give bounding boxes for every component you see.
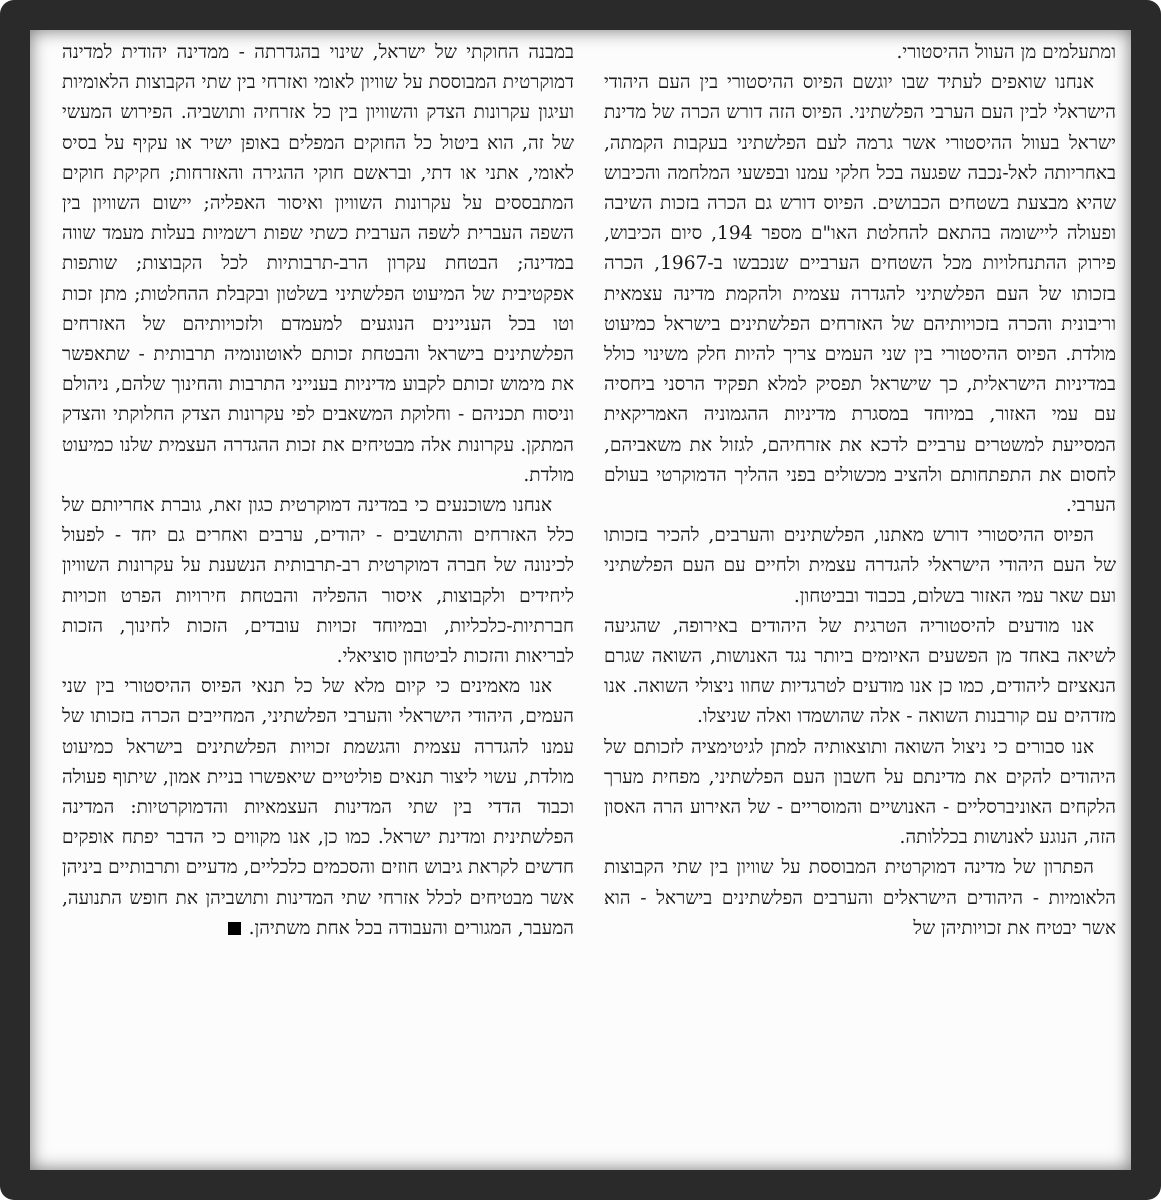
paragraph: הפתרון של מדינה דמוקרטית המבוססת על שוויון בין שתי הקבוצות הלאומיות - היהודים הישראלים והערבים הפלשתינים בישראל - הוא אשר יבטיח את זכויותיהן של — [604, 857, 1116, 939]
paragraph-text: אנו מאמינים כי קיום מלא של כל תנאי הפיוס ההיסטורי בין שני העמים, היהודי הישראלי והערבי הפלשתיני, המחייבים הכרה בזכותו של עמנו להגדרה עצמית והגשמת זכויות הפלשתינים בישראל כמיעוט מולדת, עשוי ליצור תנאים פוליטיים שיאפשרו בניית אמון, שיתוף פעולה וכבוד הדדי בין שתי המדינות העצמאיות והדמוקרטיות: המדינה הפלשתינית ומדינת ישראל. כמו כן, אנו מקווים כי הדבר יפתח אופקים חדשים לקראת גיבוש חוזים והסכמים כלכליים, מדעיים ותרבותיים ביניהן אשר מבטיחים לכלל אזרחי שתי המדינות ותושביהן את חופש התנועה, המעבר, המגורים והעבודה בכל אחת משתיהן. — [62, 676, 574, 939]
paragraph — [62, 672, 574, 944]
paragraph: במבנה החוקתי של ישראל, שינוי בהגדרתה - ממדינה יהודית למדינה דמוקרטית המבוססת על שוויון לאומי ואזרחי בין שתי הקבוצות הלאומיות ועיגון עקרונות הצדק והשוויון בין כל אזרחיה ותושביה. הפירוש המעשי של זה, הוא ביטול כל החוקים המפלים באופן ישיר או עקיף על בסיס לאומי, אתני או דתי, ובראשם חוקי ההגירה והאזרחות; חקיקת חוקים המתבססים על עקרונות השוויון ואיסור האפליה; יישום השוויון בין השפה העברית לשפה הערבית כשתי שפות רשמיות בעלות מעמד שווה במדינה; הבטחת עקרון הרב-תרבותיות לכל הקבוצות; שותפות אפקטיבית של המיעוט הפלשתיני בשלטון ובקבלת ההחלטות; מתן זכות וטו בכל העניינים הנוגעים למעמדם ולזכויותיהם של האזרחים הפלשתינים בישראל והבטחת זכותם לאוטונומיה תרבותית - שתאפשר את מימוש זכותם לקבוע מדיניות בענייני התרבות והחינוך שלהם, ניהולם וניסוח תכניהם - וחלוקת המשאבים לפי עקרונות הצדק החלוקתי והצדק המתקן. עקרונות אלה מבטיחים את זכות ההגדרה העצמית שלנו כמיעוט מולדת. — [62, 42, 574, 486]
document-page — [62, 38, 1116, 1160]
paragraph: ומתעלמים מן העוול ההיסטורי. — [896, 42, 1116, 63]
paragraph: אנו מודעים להיסטוריה הטרגית של היהודים באירופה, שהגיעה לשיאה באחד מן הפשעים האיומים ביותר נגד האנושות, השואה שגרם הנאציזם ליהודים, כמו כן אנו מודעים לטרגדיות שחוו ניצולי השואה. אנו מזדהים עם קורבנות השואה - אלה שהושמדו ואלה שניצלו. — [604, 615, 1116, 728]
paragraph: הפיוס ההיסטורי דורש מאתנו, הפלשתינים והערבים, להכיר בזכותו של העם היהודי הישראלי להגדרה עצמית ולחיים עם העם הפלשתיני ועם שאר עמי האזור בשלום, בכבוד ובביטחון. — [604, 525, 1116, 607]
paragraph: אנו סבורים כי ניצול השואה ותוצאותיה למתן לגיטימציה לזכותם של היהודים להקים את מדינתם על חשבון העם הפלשתיני, מפחית מערך הלקחים האוניברסליים - האנושיים והמוסריים - של האירוע הרה האסון הזה, הנוגע לאנושות בכללותה. — [604, 736, 1116, 849]
right-column — [604, 38, 1116, 1160]
paragraph: אנחנו שואפים לעתיד שבו יוגשם הפיוס ההיסטורי בין העם היהודי הישראלי לבין העם הערבי הפלשתיני. הפיוס הזה דורש הכרה של מדינת ישראל בעוול ההיסטורי אשר גרמה לעם הפלשתיני בעקבות הקמתה, באחריותה לאל-נכבה שפגעה בכל חלקי עמנו ובפשעי המלחמה והכיבוש שהיא מבצעת בשטחים הכבושים. הפיוס דורש גם הכרה בזכות השיבה ופעולה ליישומה בהתאם להחלטת האו"ם מספר 194, סיום הכיבוש, פירוק ההתנחלויות מכל השטחים הערביים שנכבשו ב-1967, הכרה בזכותו של העם הפלשתיני להגדרה עצמית ולהקמת מדינה עצמאית וריבונית והכרה בזכויותיהם של האזרחים הפלשתינים בישראל כמיעוט מולדת. הפיוס ההיסטורי בין שני העמים צריך להיות חלק משינוי כולל במדיניות הישראלית, כך שישראל תפסיק למלא תפקיד הרסני ביחסיה עם עמי האזור, במיוחד במסגרת מדיניות ההגמוניה האמריקאית המסייעת למשטרים ערביים לדכא את אזרחיהם, לגזול את משאביהם, לחסום את התפתחותם ולהציב מכשולים בפני ההליך הדמוקרטי בעולם הערבי. — [604, 72, 1116, 517]
left-column — [62, 38, 574, 1160]
paragraph: אנחנו משוכנעים כי במדינה דמוקרטית כגון זאת, גוברת אחריותם של כלל האזרחים והתושבים - יהודים, ערבים ואחרים גם יחד - לפעול לכינונה של חברה דמוקרטית רב-תרבותית הנשענת על עקרונות השוויון ליחידים ולקבוצות, איסור ההפליה והבטחת חירויות הפרט וזכויות חברתיות-כלכליות, ובמיוחד זכויות עובדים, הזכות לחינוך, הזכות לבריאות והזכות לביטחון סוציאלי. — [62, 495, 574, 668]
end-of-article-mark — [228, 922, 241, 935]
